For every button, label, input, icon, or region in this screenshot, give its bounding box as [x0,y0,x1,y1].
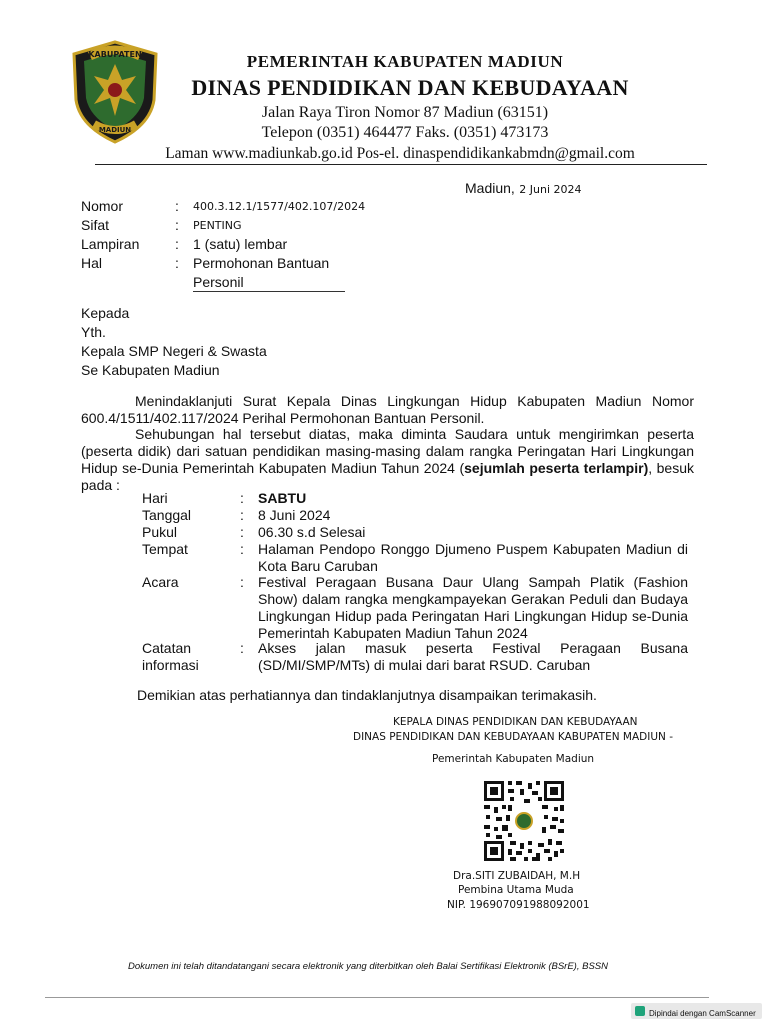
detail-acara-value: Festival Peragaan Busana Daur Ulang Sampah Platik (Fashion Show) dalam rangka mengkampayekan Gerakan Peduli dan Budaya Lingkungan Hidup pada Peringatan Hari Lingkungan Hidup se-Dunia Pemerintah Kabupaten Madiun Tahun 2024 [258,574,688,641]
camscanner-label: Dipindai dengan CamScanner [649,1009,756,1018]
meta-nomor-value: 400.3.12.1/1577/402.107/2024 [193,200,366,213]
recipient-yth: Yth. [81,324,106,340]
signer-nip: NIP. 196907091988092001 [447,899,590,911]
detail-tanggal-value: 8 Juni 2024 [258,507,331,523]
signature-title-2: DINAS PENDIDIKAN DAN KEBUDAYAAN KABUPATEN MADIUN - [353,731,674,743]
paragraph-2-text: Sehubungan hal tersebut diatas, maka diminta Saudara untuk mengirimkan peserta (peserta didik) dari satuan pendidikan masing-masing dalam rangka Peringatan Hari Lingkungan Hidup se-Dunia Pemerintah Kabupaten Madiun Tahun 2024 ( [81,426,694,476]
paragraph-2-end: , besuk pada : [81,460,694,493]
meta-sifat-label: Sifat [81,217,110,233]
detail-pukul-label: Pukul [142,524,178,540]
signer-rank: Pembina Utama Muda [458,884,574,896]
meta-hal-value-line2: Personil [193,274,244,290]
meta-nomor-label: Nomor [81,198,124,214]
detail-catatan-value: Akses jalan masuk peserta Festival Peragaan Busana (SD/MI/SMP/MTs) di mulai dari barat RSUD. Caruban [258,640,688,673]
detail-tempat-value: Halaman Pendopo Ronggo Djumeno Puspem Kabupaten Madiun di Kota Baru Caruban [258,541,688,574]
meta-colon: : [175,198,179,214]
signature-title-3: Pemerintah Kabupaten Madiun [432,753,595,765]
detail-colon: : [240,640,244,656]
meta-hal-label: Hal [81,255,103,271]
logo-text-top: KABUPATEN [88,50,142,59]
signer-name: Dra.SITI ZUBAIDAH, M.H [453,870,581,882]
kop-address: Jalan Raya Tiron Nomor 87 Madiun (63151) [261,104,549,121]
recipient-region: Se Kabupaten Madiun [81,362,220,378]
detail-hari-value: SABTU [258,490,307,506]
detail-tanggal-label: Tanggal [142,507,192,523]
paragraph-1-text: Menindaklanjuti Surat Kepala Dinas Lingkungan Hidup Kabupaten Madiun Nomor 600.4/1511/402.117/2024 Perihal Permohonan Bantuan Personil. [81,393,694,426]
hal-underline [193,291,345,292]
kop-agency-name: DINAS PENDIDIKAN DAN KEBUDAYAAN [191,75,629,100]
closing-sentence: Demikian atas perhatiannya dan tindaklanjutnya disampaikan terimakasih. [137,687,597,703]
recipient-kepada: Kepada [81,305,130,321]
detail-colon: : [240,490,244,506]
camscanner-icon [635,1006,645,1016]
detail-colon: : [240,541,244,557]
detail-colon: : [240,507,244,523]
recipient-name: Kepala SMP Negeri & Swasta [81,343,267,359]
signature-title-1: KEPALA DINAS PENDIDIKAN DAN KEBUDAYAAN [393,716,638,728]
kop-phone: Telepon (0351) 464477 Faks. (0351) 473173 [261,124,549,141]
kabupaten-madiun-logo [70,40,160,144]
detail-catatan-label: Catatan informasi [142,640,199,673]
detail-colon: : [240,574,244,590]
camscanner-badge [631,1003,762,1019]
date-city: Madiun, [465,180,515,196]
kop-government-name: PEMERINTAH KABUPATEN MADIUN [246,52,564,71]
detail-colon: : [240,524,244,540]
detail-tempat-label: Tempat [142,541,188,557]
detail-hari-label: Hari [142,490,168,506]
letterhead [0,0,768,170]
meta-colon: : [175,236,179,252]
kop-website-email: Laman www.madiunkab.go.id Pos-el. dinaspendidikankabmdn@gmail.com [165,145,635,162]
date-value: 2 Juni 2024 [519,183,582,196]
footer-divider [45,997,709,998]
meta-colon: : [175,217,179,233]
body-paragraph-2 [81,426,694,494]
detail-pukul-value: 06.30 s.d Selesai [258,524,366,540]
meta-colon: : [175,255,179,271]
detail-acara-label: Acara [142,574,179,590]
letter-date [465,180,582,198]
electronic-signature-note: Dokumen ini telah ditandatangani secara elektronik yang diterbitkan oleh Balai Sertifikasi Elektronik (BSrE), BSSN [128,961,608,972]
meta-lampiran-value: 1 (satu) lembar [193,236,288,252]
meta-lampiran-label: Lampiran [81,236,140,252]
body-paragraph-1 [81,393,694,427]
logo-text-bottom: MADIUN [98,126,132,134]
paragraph-2-bold: sejumlah peserta terlampir) [464,460,649,476]
meta-hal-value: Permohonan Bantuan [193,255,330,271]
meta-sifat-value: PENTING [193,219,242,232]
qr-code-signature [482,779,566,863]
kop-divider [95,164,707,165]
